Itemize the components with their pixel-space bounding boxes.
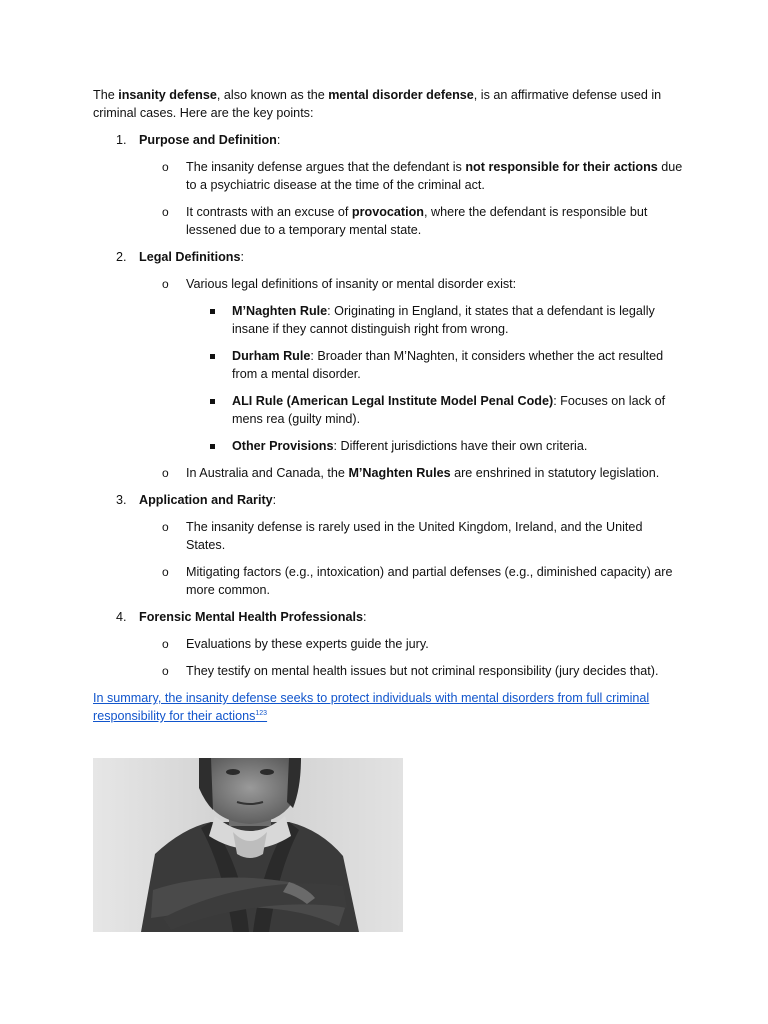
subitem-bold: ALI Rule (American Legal Institute Model Penal Code) (232, 394, 554, 408)
square-bullet-icon (210, 399, 215, 404)
subitem-bold: M’Naghten Rule (232, 304, 328, 318)
section-2-colon: : (240, 250, 244, 264)
intro-text-3: , is an affirmative defense used in criminal cases. Here are the key points: (93, 88, 662, 120)
citation-superscript[interactable]: 123 (255, 710, 268, 717)
summary-link-text[interactable]: In summary, the insanity defense seeks to protect individuals with mental disorders from full criminal responsibility for their actions (93, 691, 650, 723)
intro-bold-2: mental disorder defense (328, 88, 474, 102)
bullet-marker: o (162, 466, 169, 480)
sub-list-item (93, 347, 683, 383)
sub-list-item (93, 302, 683, 338)
list-item (93, 635, 683, 653)
section-2-title: Legal Definitions (139, 250, 241, 264)
subitem-text: : Originating in England, it states that a defendant is legally insane if they cannot distinguish right from wrong. (232, 304, 655, 336)
section-1-number: 1. (116, 133, 127, 147)
item-bold: provocation (351, 205, 424, 219)
list-item (93, 158, 683, 194)
section-3-heading (93, 491, 683, 509)
section-4-title: Forensic Mental Health Professionals (139, 610, 363, 624)
item-bold: not responsible for their actions (465, 160, 658, 174)
section-4-heading (93, 608, 683, 626)
section-1-heading (93, 131, 683, 149)
square-bullet-icon (210, 309, 215, 314)
item-text: due to a psychiatric disease at the time of the criminal act. (186, 160, 683, 192)
subitem-bold: Durham Rule (232, 349, 311, 363)
item-text: Various legal definitions of insanity or mental disorder exist: (186, 277, 517, 291)
section-3-number: 3. (116, 493, 127, 507)
bullet-marker: o (162, 637, 169, 651)
subitem-text: : Different jurisdictions have their own criteria. (333, 439, 588, 453)
portrait-image (93, 758, 403, 932)
sub-list-item (93, 437, 683, 455)
bullet-marker: o (162, 520, 169, 534)
square-bullet-icon (210, 444, 215, 449)
intro-paragraph (93, 86, 683, 122)
summary-link[interactable] (93, 689, 683, 725)
item-text: In Australia and Canada, the (186, 466, 349, 480)
section-2-heading (93, 248, 683, 266)
intro-text-1: The (93, 88, 119, 102)
bullet-marker: o (162, 664, 169, 678)
section-3-colon: : (272, 493, 277, 507)
subitem-bold: Other Provisions (232, 439, 334, 453)
section-3-title: Application and Rarity (139, 493, 273, 507)
intro-text-2: , also known as the (216, 88, 329, 102)
item-text: are enshrined in statutory legislation. (450, 466, 660, 480)
portrait-photo (93, 758, 403, 932)
item-text: Mitigating factors (e.g., intoxication) and partial defenses (e.g., diminished capacity) are more common. (186, 565, 673, 597)
intro-bold-1: insanity defense (118, 88, 217, 102)
item-text: Evaluations by these experts guide the jury. (186, 637, 429, 651)
bullet-marker: o (162, 160, 169, 174)
section-1-colon: : (276, 133, 281, 147)
list-item (93, 203, 683, 239)
section-4-number: 4. (116, 610, 127, 624)
section-4-colon: : (362, 610, 367, 624)
list-item (93, 662, 683, 680)
item-text: It contrasts with an excuse of (186, 205, 352, 219)
bullet-marker: o (162, 205, 169, 219)
bullet-marker: o (162, 565, 169, 579)
subitem-text: : Broader than M’Naghten, it considers whether the act resulted from a mental disorder. (232, 349, 664, 381)
sub-list-item (93, 392, 683, 428)
list-item (93, 275, 683, 293)
list-item (93, 563, 683, 599)
item-bold: M’Naghten Rules (348, 466, 451, 480)
section-1-title: Purpose and Definition (139, 133, 277, 147)
item-text: The insanity defense is rarely used in the United Kingdom, Ireland, and the United States. (186, 520, 643, 552)
item-text: The insanity defense argues that the defendant is (186, 160, 466, 174)
list-item (93, 464, 683, 482)
item-text: , where the defendant is responsible but lessened due to a temporary mental state. (186, 205, 648, 237)
square-bullet-icon (210, 354, 215, 359)
subitem-text: : Focuses on lack of mens rea (guilty mind). (232, 394, 666, 426)
bullet-marker: o (162, 277, 169, 291)
section-2-number: 2. (116, 250, 127, 264)
document-body (93, 86, 683, 725)
item-text: They testify on mental health issues but not criminal responsibility (jury decides that). (186, 664, 659, 678)
list-item (93, 518, 683, 554)
